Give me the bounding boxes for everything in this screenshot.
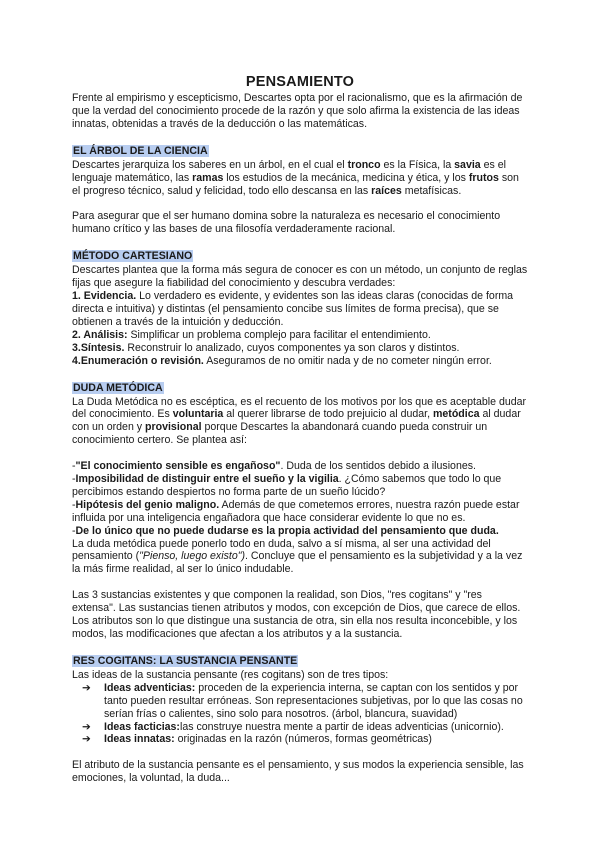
section-heading-duda: DUDA METÓDICA (73, 381, 163, 394)
duda-item: -De lo único que no puede dudarse es la propia actividad del pensamiento que duda. (72, 524, 499, 537)
metodo-rule: 2. Análisis: Simplificar un problema complejo para facilitar el entendimiento. (72, 328, 431, 341)
ideas-list (72, 682, 528, 747)
section-heading-res-cogitans: RES COGITANS: LA SUSTANCIA PENSANTE (73, 654, 298, 667)
res-intro: Las ideas de la sustancia pensante (res cogitans) son de tres tipos: (72, 668, 389, 681)
page-title: PENSAMIENTO (245, 74, 355, 90)
metodo-rule: 4.Enumeración o revisión. Aseguramos de no omitir nada y de no cometer ningún error. (72, 354, 492, 367)
sustancias-paragraph: Las 3 sustancias existentes y que componen la realidad, son Dios, "res cogitans" y "res extensa". Las sustancias tienen atributos y modos, con excepción de Dios, que carece de ellos. Los atributos son lo que distingue una sustancia de otra, sin ella nos resulta inconcebible, y los modos, las modificaciones que afectan a los atributos y a la sustancia. (72, 589, 521, 640)
duda-item: -Imposibilidad de distinguir entre el sueño y la vigilia. ¿Cómo sabemos que todo lo que percibimos estando despiertos no forma parte de un sueño lúcido? (72, 473, 502, 498)
duda-item: -Hipótesis del genio maligno. Además de que cometemos errores, nuestra razón puede estar influida por una inteligencia engañadora que hace considerar evidente lo que no es. (72, 498, 520, 524)
metodo-rule: 1. Evidencia. Lo verdadero es evidente, y evidentes son las ideas claras (conocidas de forma directa e intuitiva) y distintas (el pensamiento concibe sus límites de forma precisa), que se obtienen a través de la intuición y deducción. (72, 290, 514, 328)
section-heading-arbol: EL ÁRBOL DE LA CIENCIA (73, 144, 208, 157)
arbol-paragraph: Descartes jerarquiza los saberes en un árbol, en el cual el tronco es la Física, la savia es el lenguaje matemático, las ramas los estudios de la mecánica, medicina y ética, y los frutos son el progreso técnico, salud y felicidad, todo ello descansa en las raíces metafísicas. (72, 158, 519, 197)
list-item: ➔ Ideas innatas: originadas en la razón (números, formas geométricas) (82, 733, 432, 746)
arrow-icon: ➔ (82, 720, 91, 733)
list-item: ➔ Ideas adventicias: proceden de la experiencia interna, se captan con los sentidos y por tanto pueden resultar erróneas. Son representaciones subjetivas, por lo que las cosas no serían frías o calientes, sino solo para nosotros. (árbol, blancura, suavidad) (82, 681, 523, 720)
duda-paragraph: La Duda Metódica no es escéptica, es el recuento de los motivos por los que es aceptable dudar del conocimiento. Es voluntaria al querer librarse de todo prejuicio al dudar, metódica al dudar con un orden y provisional porque Descartes la abandonará cuando pueda construir un conocimiento certero. Se plantea así: (72, 395, 527, 447)
duda-item: -"El conocimiento sensible es engañoso". Duda de los sentidos debido a ilusiones. (72, 460, 476, 473)
intro-paragraph: Frente al empirismo y escepticismo, Descartes opta por el racionalismo, que es la afirmación de que la verdad del conocimiento procede de la razón y que solo afirma la existencia de las ideas innatas, obtenidas a través de la deducción o las matemáticas. (72, 92, 523, 130)
metodo-intro: Descartes plantea que la forma más segura de conocer es con un método, un conjunto de reglas fijas que asegure la fiabilidad del conocimiento y descubra verdades: (72, 264, 528, 290)
res-closing: El atributo de la sustancia pensante es el pensamiento, y sus modos la experiencia sensible, las emociones, la voluntad, la duda... (72, 759, 524, 785)
arbol-paragraph-2: Para asegurar que el ser humano domina sobre la naturaleza es necesario el conocimiento humano crítico y las bases de una filosofía verdaderamente racional. (72, 210, 501, 236)
metodo-rule: 3.Síntesis. Reconstruir lo analizado, cuyos componentes ya son claros y distintos. (72, 341, 460, 354)
section-heading-metodo: MÉTODO CARTESIANO (73, 250, 193, 263)
list-item: ➔ Ideas facticias:las construye nuestra mente a partir de ideas adventicias (unicornio). (82, 720, 504, 733)
arrow-icon: ➔ (82, 681, 91, 694)
arrow-icon: ➔ (82, 733, 91, 746)
duda-conclusion: La duda metódica puede ponerlo todo en duda, salvo a sí misma, al ser una actividad del pensamiento ("Pienso, luego existo"). Concluye que el pensamiento es la subjetividad y a la vez la más firme realidad, al ser lo único indudable. (72, 537, 523, 576)
